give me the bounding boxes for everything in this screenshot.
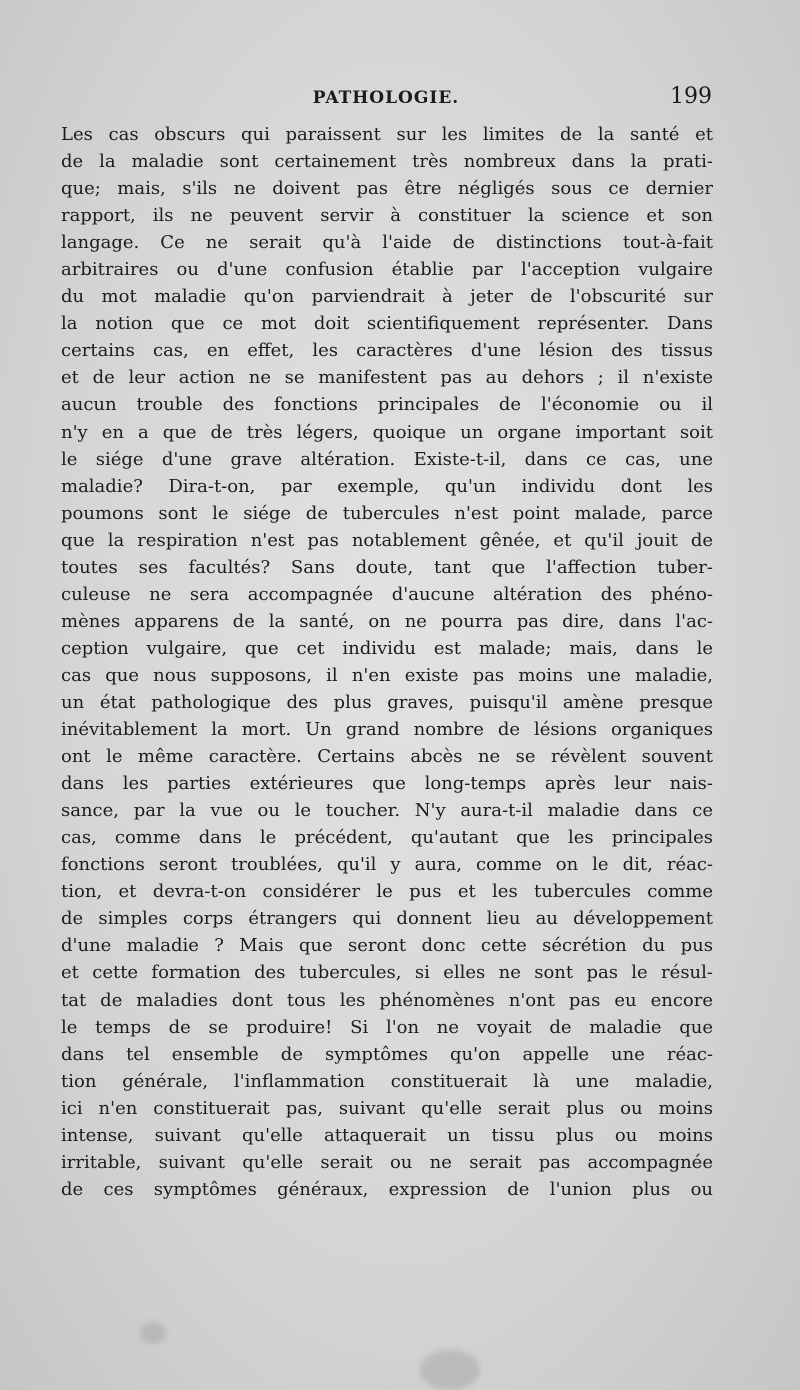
text-line: de ces symptômes généraux, expression de l'union plus ou [61,1178,713,1200]
text-line: un état pathologique des plus graves, puisqu'il amène presque [61,691,713,713]
text-line: de simples corps étrangers qui donnent lieu au développement [61,908,713,930]
text-line: rapport, ils ne peuvent servir à constituer la science et son [61,205,713,227]
text-line: le temps de se produire! Si l'on ne voyait de maladie que [61,1016,713,1038]
text-line: fonctions seront troublées, qu'il y aura, comme on le dit, réac- [61,854,713,876]
ink-smudge [140,1322,166,1344]
text-line: tat de maladies dont tous les phénomènes n'ont pas eu encore [61,989,713,1011]
text-line: toutes ses facultés? Sans doute, tant que l'affection tuber- [61,556,713,578]
text-line: que la respiration n'est pas notablement gênée, et qu'il jouit de [61,529,713,551]
text-line: intense, suivant qu'elle attaquerait un tissu plus ou moins [61,1124,713,1146]
text-line: cas que nous supposons, il n'en existe pas moins une maladie, [61,664,713,686]
text-line: de la maladie sont certainement très nombreux dans la prati- [61,151,713,173]
text-line: aucun trouble des fonctions principales de l'économie ou il [61,394,713,416]
text-line: le siége d'une grave altération. Existe-t-il, dans ce cas, une [61,448,713,470]
text-line: n'y en a que de très légers, quoique un organe important soit [61,421,713,443]
text-line: poumons sont le siége de tubercules n'est point malade, parce [61,502,713,524]
text-line: ception vulgaire, que cet individu est malade; mais, dans le [61,637,713,659]
text-line: Les cas obscurs qui paraissent sur les limites de la santé et [61,124,713,145]
text-line: dans tel ensemble de symptômes qu'on appelle une réac- [61,1043,713,1065]
text-line: la notion que ce mot doit scientifiquement représenter. Dans [61,313,713,335]
text-line: que; mais, s'ils ne doivent pas être négligés sous ce dernier [61,178,713,200]
text-line: arbitraires ou d'une confusion établie par l'acception vulgaire [61,259,713,281]
text-line: d'une maladie ? Mais que seront donc cette sécrétion du pus [61,935,713,957]
text-line: du mot maladie qu'on parviendrait à jeter de l'obscurité sur [61,286,713,308]
text-line: cas, comme dans le précédent, qu'autant que les principales [61,827,713,849]
text-line: certains cas, en effet, les caractères d'une lésion des tissus [61,340,713,362]
text-line: et cette formation des tubercules, si elles ne sont pas le résul- [61,962,713,984]
text-line: tion, et devra-t-on considérer le pus et les tubercules comme [61,881,713,903]
text-line: irritable, suivant qu'elle serait ou ne serait pas accompagnée [61,1151,713,1173]
page-header [60,84,712,118]
text-line: ici n'en constituerait pas, suivant qu'elle serait plus ou moins [61,1097,713,1119]
text-line: sance, par la vue ou le toucher. N'y aura-t-il maladie dans ce [61,800,713,822]
ink-smudge [420,1350,480,1390]
text-line: inévitablement la mort. Un grand nombre de lésions organiques [61,719,713,741]
text-line: ont le même caractère. Certains abcès ne se révèlent souvent [61,746,713,768]
body-text [61,121,713,1203]
text-line: tion générale, l'inflammation constituerait là une maladie, [61,1070,713,1092]
text-line: culeuse ne sera accompagnée d'aucune altération des phéno- [61,583,713,605]
running-title: PATHOLOGIE. [312,88,460,108]
text-line: maladie? Dira-t-on, par exemple, qu'un individu dont les [61,475,713,497]
text-line: langage. Ce ne serait qu'à l'aide de distinctions tout-à-fait [61,232,713,254]
text-line: dans les parties extérieures que long-temps après leur nais- [61,773,713,795]
page-number: 199 [670,84,712,109]
text-line: mènes apparens de la santé, on ne pourra pas dire, dans l'ac- [61,610,713,632]
text-line: et de leur action ne se manifestent pas au dehors ; il n'existe [61,367,713,389]
